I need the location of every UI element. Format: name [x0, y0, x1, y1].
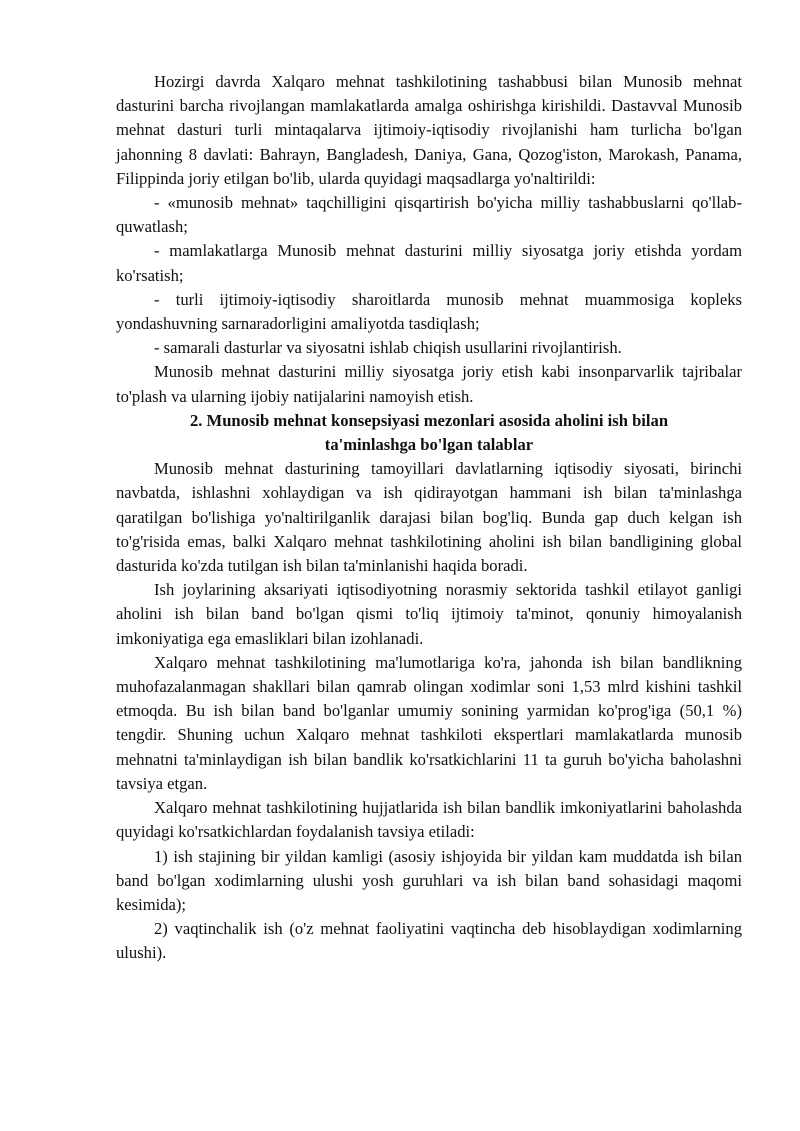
goal-item-3: - turli ijtimoiy-iqtisodiy sharoitlarda munosib mehnat muammosiga kopleks yondashuvning sarnaradorligini amaliyotda tasdiqlash; [116, 289, 742, 334]
intro-paragraph: Hozirgi davrda Xalqaro mehnat tashkilotining tashabbusi bilan Munosib mehnat dasturini barcha rivojlangan mamlakatlarda amalga oshirishga kirishildi. Dastavval Munosib mehnat dasturi turli mintaqalarva ijtimoiy-iqtisodiy rivojlanishi ham turlicha bo'lgan jahonning 8 davlati: Bahrayn, Bangladesh, Daniya, Gana, Qozog'iston, Marokash, Panama, Filippinda joriy etilgan bo'lib, ularda quyidagi maqsadlarga yo'naltirildi: [116, 72, 742, 188]
document-page [116, 70, 742, 966]
section-heading-line-1: 2. Munosib mehnat konsepsiyasi mezonlari asosida aholini ish bilan [189, 410, 669, 430]
body-paragraph: Munosib mehnat dasturining tamoyillari davlatlarning iqtisodiy siyosati, birinchi navbatda, ishlashni xohlaydigan va ish qidirayotgan hammani ish bilan ta'minlashga qaratilgan bo'lishiga yo'naltirilganlik darajasi bilan bog'liq. Bunda gap duch kelgan ish to'g'risida emas, balki Xalqaro mehnat tashkilotining aholini ish bilan bandligining global dasturida ko'zda tutilgan ish bilan ta'minlanishi haqida boradi. [116, 459, 742, 576]
section-heading-line-2: ta'minlashga bo'lgan talablar [324, 435, 534, 455]
goal-item-1: - «munosib mehnat» taqchilligini qisqartirish bo'yicha milliy tashabbuslarni qo'llab-quwatlash; [116, 193, 742, 237]
body-paragraph: Xalqaro mehnat tashkilotining hujjatlarida ish bilan bandlik imkoniyatlarini baholashda quyidagi ko'rsatkichlardan foydalanish tavsiya etiladi: [116, 798, 742, 842]
goal-item-2: - mamlakatlarga Munosib mehnat dasturini milliy siyosatga joriy etishda yordam ko'rsatish; [116, 241, 742, 285]
summary-paragraph: Munosib mehnat dasturini milliy siyosatga joriy etish kabi insonparvarlik tajribalar to'plash va ularning ijobiy natijalarini namoyish etish. [116, 362, 742, 406]
section-heading [116, 409, 742, 457]
body-paragraph: Ish joylarining aksariyati iqtisodiyotning norasmiy sektorida tashkil etilayot ganligi aholini ish bilan band bo'lgan qismi to'liq ijtimoiy ta'minot, qonuniy himoyalanish imkoniyatiga ega emasliklari bilan izohlanadi. [116, 580, 742, 648]
indicator-item-1: 1) ish stajining bir yildan kamligi (asosiy ishjoyida bir yildan kam muddatda ish bilan band bo'lgan xodimlarning ulushi yosh guruhlari va ish bilan band sohasidagi maqomi kesimida); [116, 846, 742, 914]
goal-item-4: - samarali dasturlar va siyosatni ishlab chiqish usullarini rivojlantirish. [154, 338, 622, 358]
indicator-item-2: 2) vaqtinchalik ish (o'z mehnat faoliyatini vaqtincha deb hisoblaydigan xodimlarning ulushi). [116, 919, 742, 963]
body-paragraph: Xalqaro mehnat tashkilotining ma'lumotlariga ko'ra, jahonda ish bilan bandlikning muhofazalanmagan shakllari bilan qamrab olingan xodimlar soni 1,53 mlrd kishini tashkil etmoqda. Bu ish bilan band bo'lganlar umumiy sonining yarmidan ko'prog'iga (50,1 %) tengdir. Shuning uchun Xalqaro mehnat tashkiloti ekspertlari mamlakatlarda munosib mehnatni ta'minlaydigan ish bilan bandlik ko'rsatkichlarini 11 ta guruh bo'yicha baholashni tavsiya etgan. [116, 652, 742, 793]
